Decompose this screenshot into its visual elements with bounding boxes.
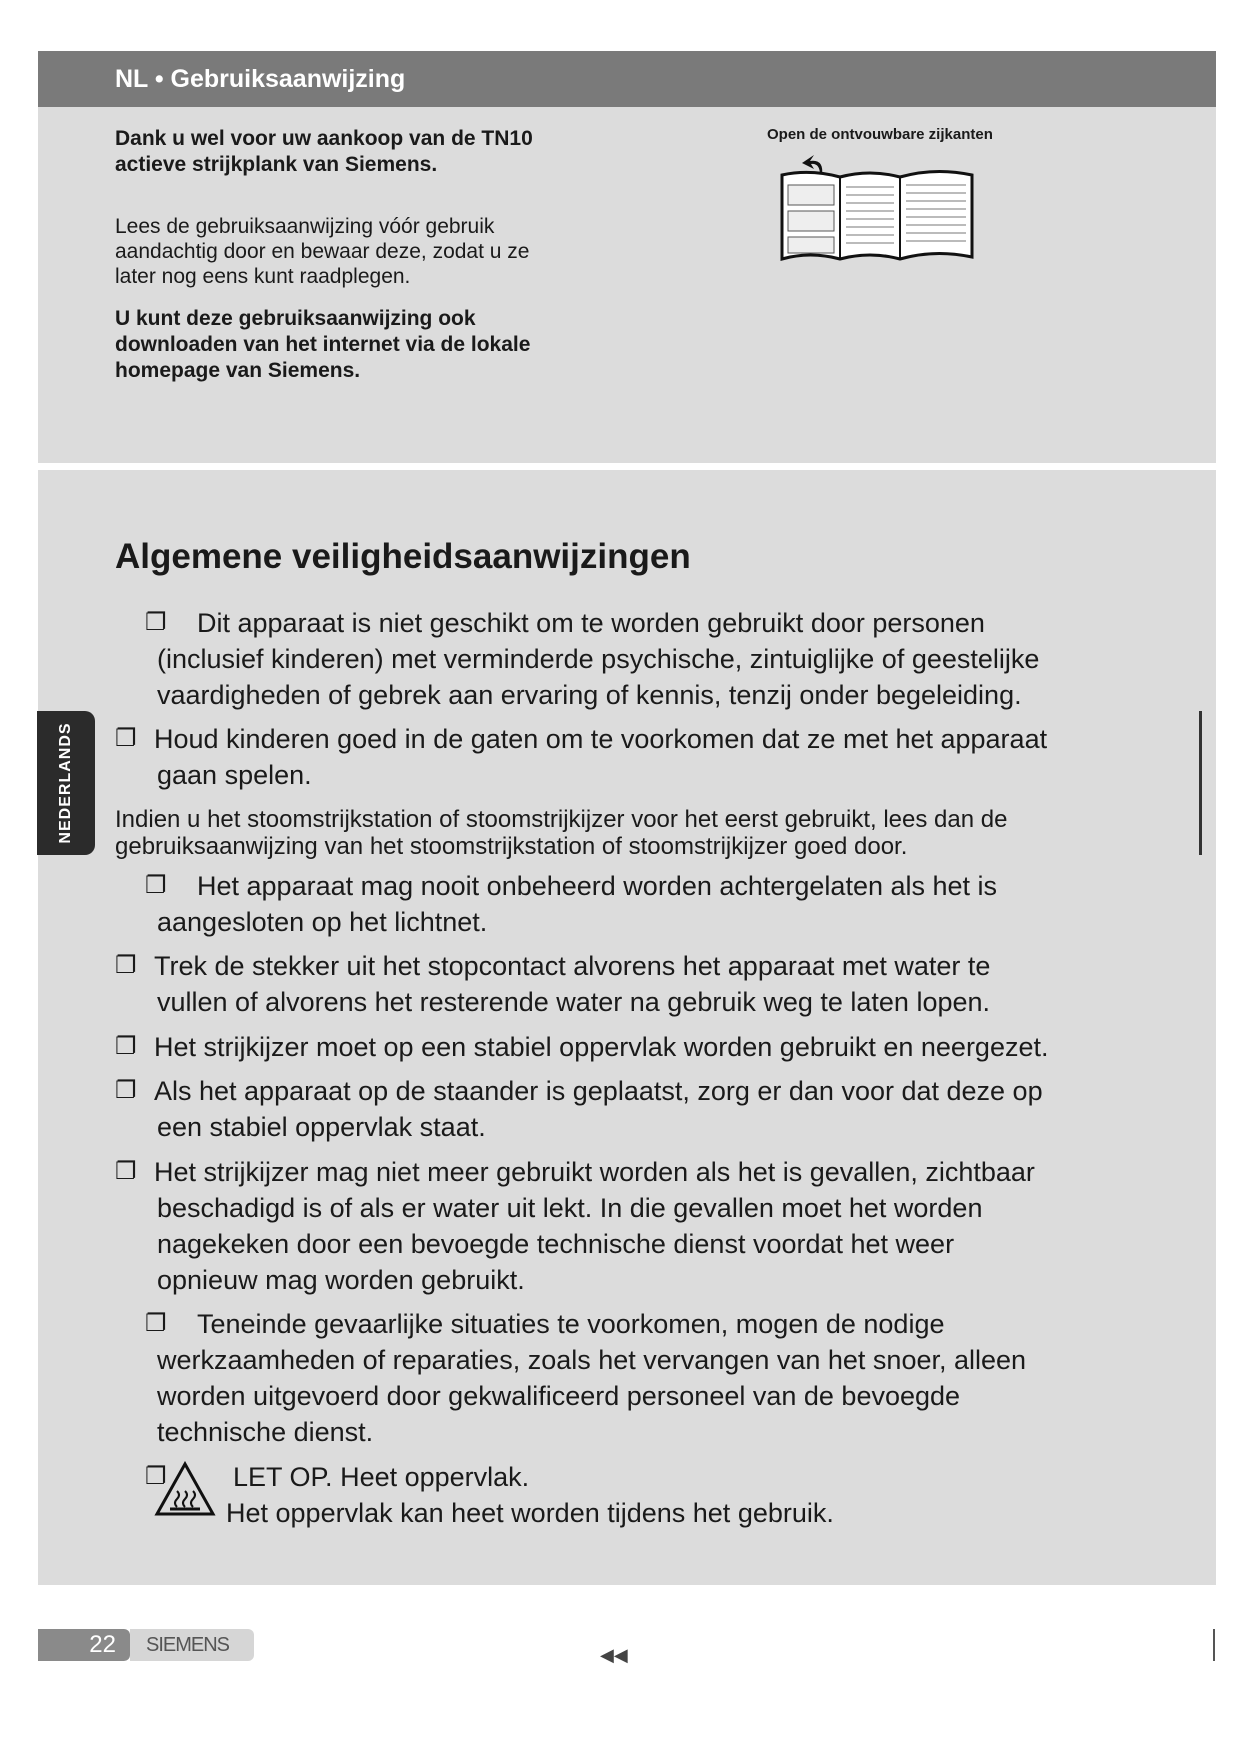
language-tab[interactable]: [37, 711, 95, 855]
line: aangesloten op het lichtnet.: [157, 907, 488, 937]
page-header: NL • Gebruiksaanwijzing: [38, 51, 1216, 107]
line: LET OP. Heet oppervlak.: [233, 1462, 530, 1492]
list-item: [145, 1306, 1167, 1450]
line: nagekeken door een bevoegde technische dienst voordat het weer: [157, 1229, 955, 1259]
hot-surface-warning-icon: [154, 1461, 216, 1517]
note-text: [115, 806, 1115, 860]
section-title: Algemene veiligheidsaanwijzingen: [115, 537, 691, 576]
line: (inclusief kinderen) met verminderde psychische, zintuiglijke of geestelijke: [157, 644, 1040, 674]
line: actieve strijkplank van Siemens.: [115, 153, 438, 176]
line: Het strijkijzer moet op een stabiel oppervlak worden gebruikt en neergezet.: [154, 1032, 1049, 1062]
line: Indien u het stoomstrijkstation of stoomstrijkijzer voor het eerst gebruikt, lees dan de: [115, 806, 1008, 833]
line: Het strijkijzer mag niet meer gebruikt worden als het is gevallen, zichtbaar: [154, 1157, 1035, 1187]
open-book-icon: [780, 153, 975, 275]
line: aandachtig door en bewaar deze, zodat u ze: [115, 240, 530, 263]
line: later nog eens kunt raadplegen.: [115, 265, 411, 288]
line: gaan spelen.: [157, 760, 312, 790]
list-item: [115, 1029, 1164, 1065]
edge-marker: [1213, 1629, 1215, 1661]
checkbox-bullet-icon: ❐: [115, 1158, 137, 1185]
line: Lees de gebruiksaanwijzing vóór gebruik: [115, 215, 495, 238]
line: downloaden van het internet via de lokale: [115, 333, 531, 356]
line: homepage van Siemens.: [115, 359, 361, 382]
list-item: [115, 1073, 1164, 1145]
line: vaardigheden of gebrek aan ervaring of kennis, tenzij onder begeleiding.: [157, 680, 1022, 710]
list-item: [115, 1154, 1164, 1298]
line: Dank u wel voor uw aankoop van de TN10: [115, 127, 533, 150]
line: een stabiel oppervlak staat.: [157, 1112, 486, 1142]
line: beschadigd is of als er water uit lekt. In die gevallen moet het worden: [157, 1193, 983, 1223]
checkbox-bullet-icon: ❐: [145, 1463, 167, 1490]
checkbox-bullet-icon: ❐: [115, 952, 137, 979]
read-text: [115, 214, 595, 289]
download-text: [115, 306, 595, 384]
book-caption: Open de ontvouwbare zijkanten: [767, 126, 993, 143]
checkbox-bullet-icon: ❐: [145, 872, 167, 899]
list-item: [145, 868, 1167, 940]
list-item: [115, 948, 1164, 1020]
line: U kunt deze gebruiksaanwijzing ook: [115, 307, 476, 330]
checkbox-bullet-icon: ❐: [115, 1033, 137, 1060]
line: Het oppervlak kan heet worden tijdens het gebruik.: [226, 1498, 834, 1528]
edge-marker: [1199, 711, 1202, 855]
page-number: 22: [38, 1629, 130, 1661]
checkbox-bullet-icon: ❐: [115, 725, 137, 752]
checkbox-bullet-icon: ❐: [145, 609, 167, 636]
previous-page-button[interactable]: ◀◀: [600, 1645, 628, 1665]
line: Het apparaat mag nooit onbeheerd worden achtergelaten als het is: [197, 871, 998, 901]
line: opnieuw mag worden gebruikt.: [157, 1265, 525, 1295]
line: Als het apparaat op de staander is geplaatst, zorg er dan voor dat deze op: [154, 1076, 1043, 1106]
warning-item: [145, 1459, 1236, 1531]
thanks-text: [115, 126, 595, 178]
line: Houd kinderen goed in de gaten om te voorkomen dat ze met het apparaat: [154, 724, 1048, 754]
line: werkzaamheden of reparaties, zoals het vervangen van het snoer, alleen: [157, 1345, 1027, 1375]
language-tab-label: NEDERLANDS: [57, 722, 74, 844]
line: Teneinde gevaarlijke situaties te voorkomen, mogen de nodige: [197, 1309, 945, 1339]
checkbox-bullet-icon: ❐: [145, 1310, 167, 1337]
line: Trek de stekker uit het stopcontact alvorens het apparaat met water te: [154, 951, 991, 981]
list-item: [145, 605, 1167, 713]
list-item: [115, 721, 1164, 793]
line: technische dienst.: [157, 1417, 374, 1447]
line: worden uitgevoerd door gekwalificeerd personeel van de bevoegde: [157, 1381, 961, 1411]
line: vullen of alvorens het resterende water na gebruik weg te laten lopen.: [157, 987, 991, 1017]
brand-label: SIEMENS: [130, 1629, 254, 1661]
line: Dit apparaat is niet geschikt om te worden gebruikt door personen: [197, 608, 985, 638]
line: gebruiksaanwijzing van het stoomstrijkstation of stoomstrijkijzer goed door.: [115, 833, 908, 860]
checkbox-bullet-icon: ❐: [115, 1077, 137, 1104]
